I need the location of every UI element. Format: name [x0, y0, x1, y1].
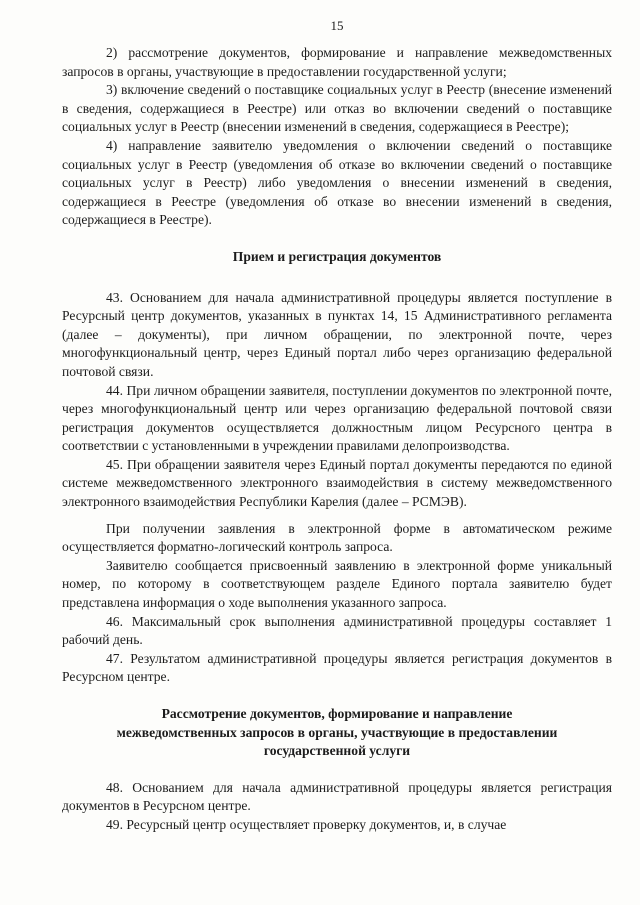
page-number: 15	[330, 18, 344, 33]
paragraph-item-4: 4) направление заявителю уведомления о включении сведений о поставщике социальных услуг в Реестр (уведомления об отказе во включении сведений о поставщике социальных услуг в Реестр) либо уведомления о внесении изменений в сведения, содержащиеся в Реестре (уведомления об отказе во внесении изменений в сведения, содержащиеся в Реестре).	[62, 137, 612, 228]
paragraph-item-3: 3) включение сведений о поставщике социальных услуг в Реестр (внесение изменений в сведения, содержащиеся в Реестре) или отказ во включении сведений о поставщике социальных услуг в Реестр (внесении изменений в сведения, содержащиеся в Реестре);	[62, 82, 612, 135]
paragraph-unique-number: Заявителю сообщается присвоенный заявлению в электронной форме уникальный номер, по которому в соответствующем разделе Единого портала заявителю будет представлена информация о ходе выполнения указанного запроса.	[62, 557, 612, 611]
paragraph-45: 45. При обращении заявителя через Единый портал документы передаются по единой системе межведомственного электронного взаимодействия в систему межведомственного электронного взаимодействия Республики Карелия (далее – РСМЭВ).	[62, 456, 612, 510]
paragraph-48: 48. Основанием для начала административной процедуры является регистрация документов в Ресурсном центре.	[62, 779, 612, 814]
section-heading-review-line-1: Рассмотрение документов, формирование и направление	[161, 706, 513, 721]
section-heading-review	[62, 705, 612, 761]
section-heading-review-line-3: государственной услуги	[263, 743, 411, 759]
paragraph-format-control: При получении заявления в электронной форме в автоматическом режиме осуществляется форматно-логический контроль запроса.	[62, 520, 612, 555]
paragraph-49: 49. Ресурсный центр осуществляет проверку документов, и, в случае	[106, 816, 507, 832]
section-heading-reception: Прием и регистрация документов	[232, 248, 442, 264]
section-heading-review-line-2: межведомственных запросов в органы, участвующие в предоставлении	[116, 724, 558, 740]
paragraph-43: 43. Основанием для начала административной процедуры является поступление в Ресурсный центр документов, указанных в пунктах 14, 15 Административного регламента (далее – документы), при личном обращении, по электронной почте, через многофункциональный центр, через Единый портал либо через организацию федеральной почтовой связи.	[62, 289, 612, 379]
paragraph-item-2: 2) рассмотрение документов, формирование и направление межведомственных запросов в органы, участвующие в предоставлении государственной услуги;	[62, 45, 612, 79]
paragraph-46: 46. Максимальный срок выполнения административной процедуры составляет 1 рабочий день.	[62, 613, 612, 648]
paragraph-47: 47. Результатом административной процедуры является регистрация документов в Ресурсном центре.	[62, 650, 612, 685]
paragraph-44: 44. При личном обращении заявителя, поступлении документов по электронной почте, через многофункциональный центр или через организацию федеральной почтовой связи регистрация документов осуществляется должностным лицом Ресурсного центра в соответствии с установленными в учреждении правилами делопроизводства.	[62, 382, 612, 454]
